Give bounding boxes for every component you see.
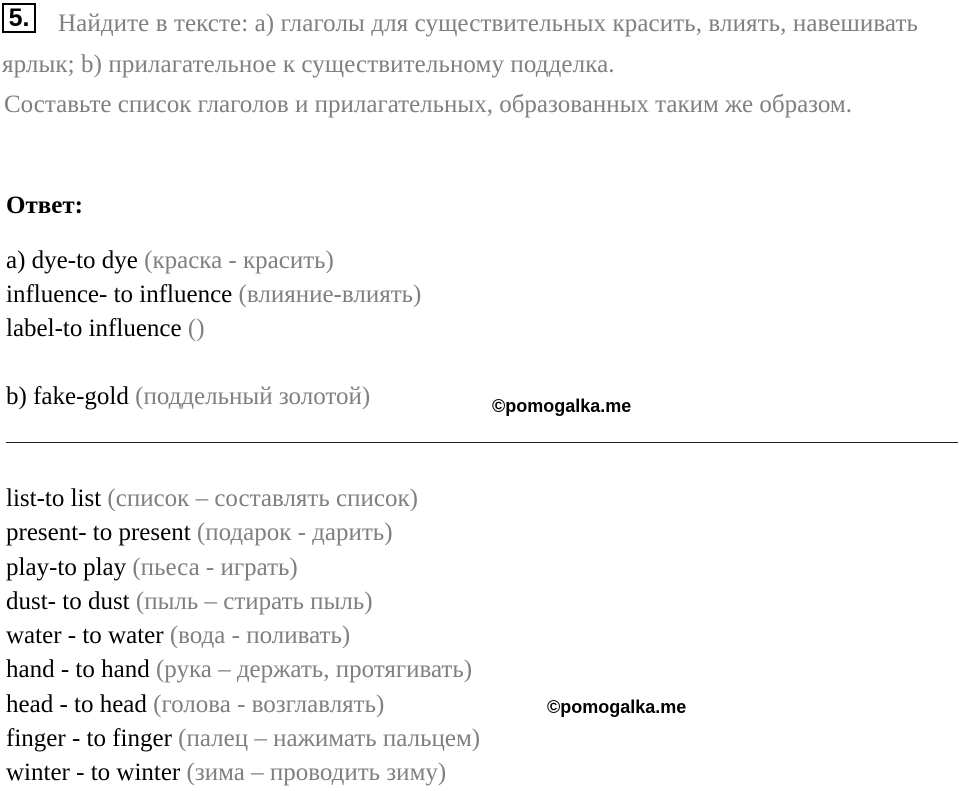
watermark: ©pomogalka.me	[492, 396, 632, 416]
list-item-ru: (голова - возглавлять)	[153, 691, 385, 718]
list-item-ru: (вода - поливать)	[169, 622, 351, 649]
list-item-ru: (подарок - дарить)	[196, 519, 393, 546]
answer-line-ru: (поддельный золотой)	[135, 383, 371, 410]
answer-line-en: influence- to influence	[6, 281, 233, 308]
list-item-en: hand - to hand	[6, 656, 150, 683]
watermark: ©pomogalka.me	[547, 697, 687, 717]
list-item	[6, 722, 480, 756]
answer-line	[6, 244, 334, 278]
list-item-ru: (рука – держать, протягивать)	[155, 656, 473, 683]
task-instruction: Составьте список глаголов и прилагательных, образованных таким же образом.	[4, 91, 852, 118]
list-item	[6, 688, 384, 722]
list-item-en: play-to play	[6, 554, 127, 581]
list-item	[6, 619, 350, 653]
answer-line-en: b) fake-gold	[6, 383, 129, 410]
list-item-en: list-to list	[6, 485, 102, 512]
answer-label: Ответ:	[6, 192, 83, 219]
list-item	[6, 516, 393, 550]
list-item	[6, 482, 418, 516]
list-item	[6, 585, 373, 619]
task-text: Найдите в тексте: а) глаголы для существительных красить, влиять, навешивать ярлык; b) прилагательное к существительному подделка.	[2, 10, 918, 78]
list-item-en: dust- to dust	[6, 588, 130, 615]
answer-line	[6, 312, 205, 346]
list-item-ru: (зима – проводить зиму)	[186, 759, 447, 786]
answer-line-ru: (краска - красить)	[144, 247, 334, 274]
list-item	[6, 653, 472, 687]
divider	[6, 442, 958, 443]
list-item	[6, 551, 298, 585]
list-item-ru: (пыль – стирать пыль)	[135, 588, 373, 615]
task-number-badge: 5.	[2, 3, 36, 33]
list-item-ru: (список – составлять список)	[107, 485, 418, 512]
answer-line-ru: ()	[187, 315, 205, 342]
list-item-en: finger - to finger	[6, 725, 172, 752]
list-item-en: water - to water	[6, 622, 164, 649]
answer-line-en: a) dye-to dye	[6, 247, 138, 274]
answer-line-ru: (влияние-влиять)	[238, 281, 422, 308]
answer-line	[6, 278, 421, 312]
answer-line-en: label-to influence	[6, 315, 182, 342]
list-item-en: winter - to winter	[6, 759, 181, 786]
list-item	[6, 756, 446, 790]
list-item-ru: (пьеса - играть)	[132, 554, 298, 581]
list-item-ru: (палец – нажимать пальцем)	[178, 725, 481, 752]
list-item-en: present- to present	[6, 519, 191, 546]
answer-line	[6, 380, 370, 414]
list-item-en: head - to head	[6, 691, 147, 718]
